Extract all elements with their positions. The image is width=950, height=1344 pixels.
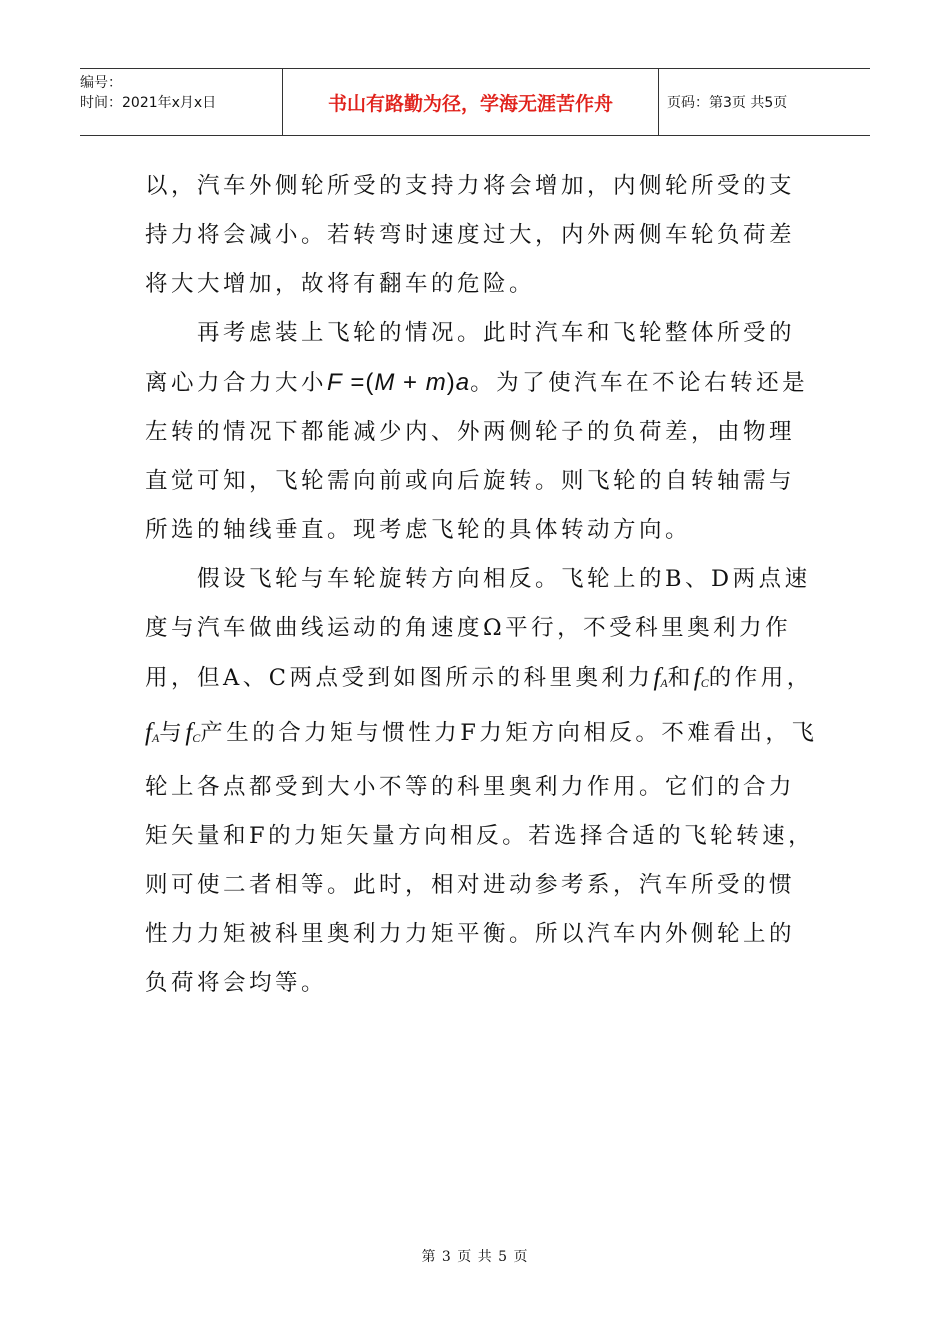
paragraph-3-text-d: 与 <box>159 720 186 746</box>
header-page-info: 页码：第3页 共5页 <box>667 95 788 111</box>
paragraph-2-text-b: 。为了使汽车在不论右转还是左转的情况下都能减少内、外两侧轮子的负荷差，由物理直觉可知，飞轮需向前或向后旋转。则飞轮的自转轴需与所选的轴线垂直。现考虑飞轮的具体转动方向。 <box>145 370 809 543</box>
centrifugal-force-formula: F =(M + m)a <box>327 369 471 396</box>
paragraph-1: 以，汽车外侧轮所受的支持力将会增加，内侧轮所受的支持力将会减小。若转弯时速度过大，内外两侧车轮负荷差将大大增加，故将有翻车的危险。 <box>145 173 796 297</box>
paragraph-2 <box>145 309 820 555</box>
paragraph-3-text-e: 产生的合力矩与惯性力F力矩方向相反。不难看出，飞轮上各点都受到大小不等的科里奥利力作用。它们的合力矩矢量和F的力矩矢量方向相反。若选择合适的飞轮转速，则可使二者相等。此时，相对进动参考系，汽车所受的惯性力力矩被科里奥利力力矩平衡。所以汽车内外侧轮上的负荷将会均等。 <box>145 720 818 996</box>
paragraph-3 <box>145 555 820 1008</box>
time-label: 时间：2021年x月x日 <box>80 95 217 111</box>
symbol-fc: $f_C$ <box>693 664 709 691</box>
paragraph-3-text-a: 假设飞轮与车轮旋转方向相反。飞轮上的B、D两点速度与汽车做曲线运动的角速度Ω平行，不受科里奥利力作用，但A、C两点受到如图所示的科里奥利力 <box>145 566 811 691</box>
page-footer: 第 3 页 共 5 页 <box>421 1249 529 1265</box>
header-motto: 书山有路勤为径，学海无涯苦作舟 <box>282 69 659 135</box>
paragraph-3-text-b: 和 <box>667 665 694 691</box>
header-meta <box>80 69 282 135</box>
symbol-fa-2: $f_A$ <box>145 719 160 746</box>
symbol-fa: $f_A$ <box>653 664 668 691</box>
paragraph-2-text-a: 再考虑装上飞轮的情况。此时汽车和飞轮整体所受的离心力合力大小 <box>145 320 796 396</box>
serial-label: 编号： <box>80 75 122 91</box>
page-header <box>80 68 870 136</box>
symbol-fc-2: $f_C$ <box>185 719 201 746</box>
document-body <box>145 162 820 1008</box>
paragraph-3-text-c: 的作用， <box>708 665 813 691</box>
